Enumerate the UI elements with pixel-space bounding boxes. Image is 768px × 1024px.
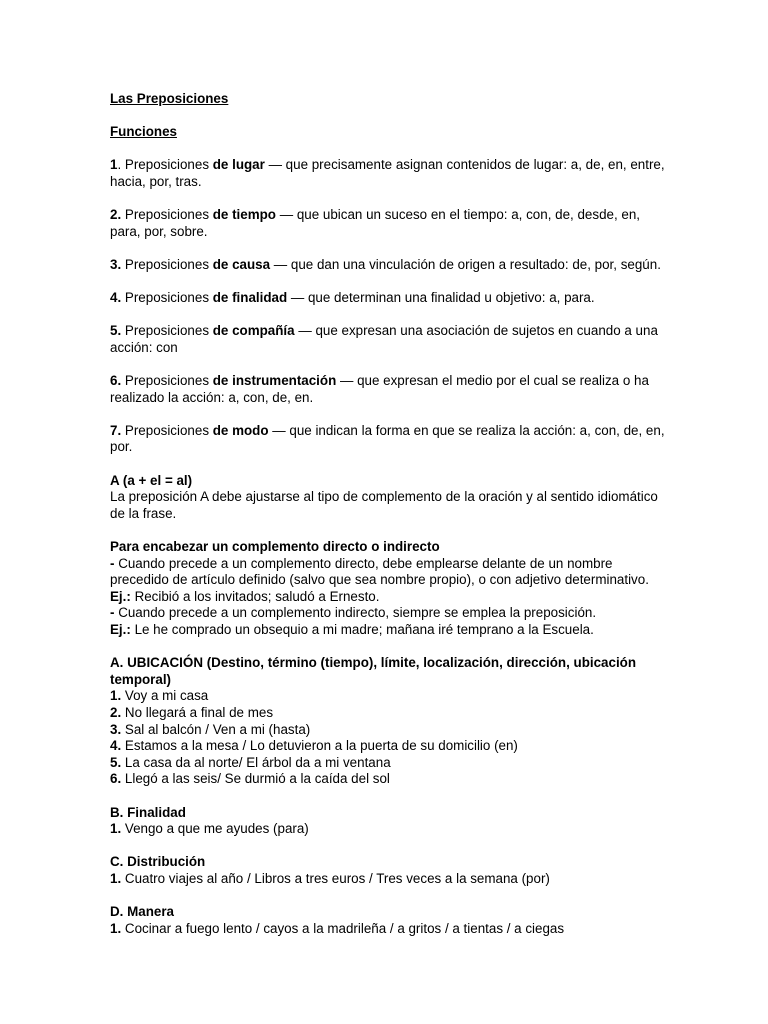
function-item: 3. Preposiciones de causa — que dan una vinculación de origen a resultado: de, por, según. (110, 256, 661, 272)
list-item: 1. Voy a mi casa (110, 688, 209, 704)
list-item: 6. Llegó a las seis/ Se durmió a la caída del sol (110, 771, 390, 787)
function-item: 5. Preposiciones de compañía — que expresan una asociación de sujetos en cuando a una acción: con (110, 323, 658, 355)
list-item: 4. Estamos a la mesa / Lo detuvieron a la puerta de su domicilio (en) (110, 738, 518, 754)
function-item: 2. Preposiciones de tiempo — que ubican un suceso en el tiempo: a, con, de, desde, en, para, por, sobre. (110, 207, 641, 239)
function-item: 4. Preposiciones de finalidad — que determinan una finalidad u objetivo: a, para. (110, 290, 595, 306)
section-subtitle: Funciones (110, 124, 177, 140)
complemento-paragraph: - Cuando precede a un complemento indirecto, siempre se emplea la preposición. (110, 605, 597, 621)
list-item: 5. La casa da al norte/ El árbol da a mi ventana (110, 754, 391, 770)
section-heading: B. Finalidad (110, 804, 186, 820)
a-paragraph: La preposición A debe ajustarse al tipo de complemento de la oración y al sentido idiomático de la frase. (110, 489, 658, 521)
list-item: 1. Cuatro viajes al año / Libros a tres euros / Tres veces a la semana (por) (110, 870, 550, 886)
document-body (110, 91, 666, 937)
document-title: Las Preposiciones (110, 91, 229, 106)
list-item: 1. Cocinar a fuego lento / cayos a la madrileña / a gritos / a tientas / a ciegas (110, 920, 565, 936)
complemento-paragraph: - Cuando precede a un complemento directo, debe emplearse delante de un nombre precedido de artículo definido (salvo que sea nombre propio), o con adjetivo determinativo. Ej.: Recibió a los invitados; saludó a Ernesto. (110, 555, 649, 604)
section-heading: D. Manera (110, 904, 174, 920)
list-item: 2. No llegará a final de mes (110, 704, 274, 720)
complemento-heading: Para encabezar un complemento directo o indirecto (110, 539, 440, 555)
function-item: 7. Preposiciones de modo — que indican la forma en que se realiza la acción: a, con, de, en, por. (110, 422, 665, 455)
list-item: 1. Vengo a que me ayudes (para) (110, 821, 309, 837)
list-item: 3. Sal al balcón / Ven a mi (hasta) (110, 721, 311, 737)
function-item: 6. Preposiciones de instrumentación — que expresan el medio por el cual se realiza o ha realizado la acción: a, con, de, en. (110, 373, 649, 405)
section-heading: C. Distribución (110, 854, 206, 870)
a-heading: A (a + el = al) (110, 472, 193, 488)
section-heading: A. UBICACIÓN (Destino, término (tiempo), límite, localización, dirección, ubicación temporal) (110, 655, 637, 687)
function-item: 1. Preposiciones de lugar — que precisamente asignan contenidos de lugar: a, de, en, entre, hacia, por, tras. (110, 157, 665, 189)
complemento-example: Ej.: Le he comprado un obsequio a mi madre; mañana iré temprano a la Escuela. (110, 622, 594, 637)
